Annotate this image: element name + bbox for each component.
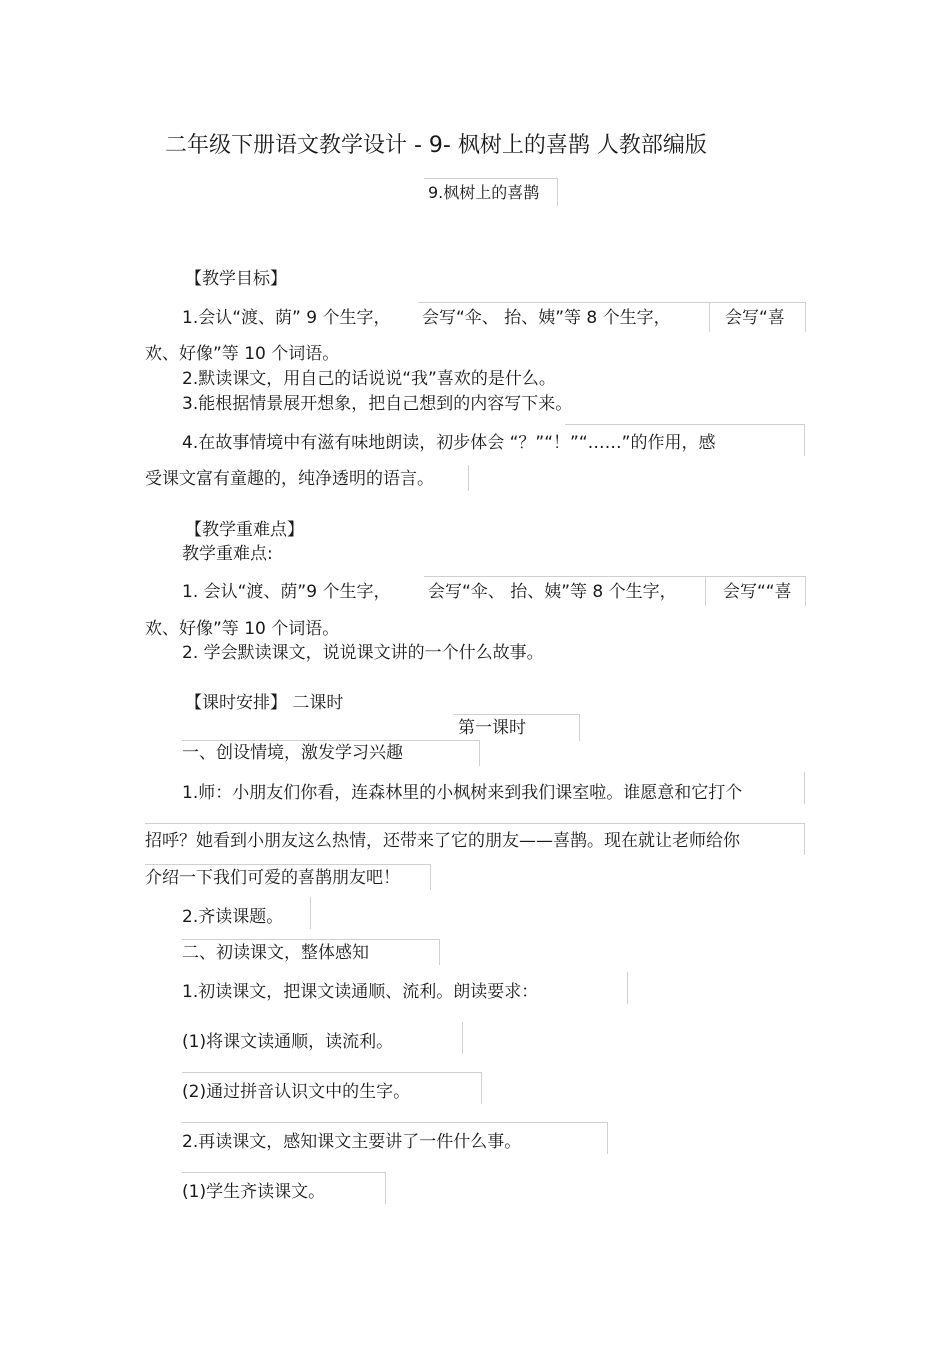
part-1-rule-top bbox=[182, 740, 480, 741]
p1-rule-b bbox=[804, 823, 805, 855]
part-1-item-2: 2.齐读课题。 bbox=[182, 907, 284, 927]
key-2: 2. 学会默读课文，说说课文讲的一个什么故事。 bbox=[182, 643, 544, 663]
key-1-part-d: 欢、好像”等 10 个词语。 bbox=[145, 619, 340, 639]
goal-4-part-a: 4.在故事情境中有滋有味地朗读，初步体会 “？”“！”“……”的作用，感 bbox=[182, 433, 716, 453]
part-2-item-1-sub-2: (2)通过拼音认识文中的生字。 bbox=[182, 1082, 411, 1102]
p2-rule bbox=[310, 897, 311, 929]
goal-4-rule-top bbox=[565, 424, 805, 425]
part-1-item-1-line-c: 介绍一下我们可爱的喜鹊朋友吧！ bbox=[145, 868, 400, 888]
part-2-heading: 二、初读课文，整体感知 bbox=[182, 943, 369, 963]
key-1-part-c: 会写““喜 bbox=[723, 582, 792, 602]
part-1-item-1-line-b: 招呼？她看到小朋友这么热情，还带来了它的朋友——喜鹊。现在就让老师给你 bbox=[145, 831, 740, 851]
goal-1-part-a: 1.会认“渡、荫” 9 个生字， bbox=[182, 308, 391, 328]
part-1-rule bbox=[479, 740, 480, 766]
lesson-subtitle: 9.枫树上的喜鹊 bbox=[428, 183, 540, 202]
part-2-item-2: 2.再读课文，感知课文主要讲了一件什么事。 bbox=[182, 1132, 522, 1152]
goal-1-part-d: 欢、好像”等 10 个词语。 bbox=[145, 344, 340, 364]
part-1-item-1-line-a: 1.师：小朋友们你看，连森林里的小枫树来到我们课室啦。谁愿意和它打个 bbox=[182, 783, 743, 803]
goal-4b-rule bbox=[468, 465, 469, 491]
part-2-item-1: 1.初读课文，把课文读通顺、流利。朗读要求： bbox=[182, 982, 539, 1002]
p1-rule-b-top bbox=[145, 823, 805, 824]
p1-rule-c-top bbox=[145, 864, 431, 865]
key-points-header: 【教学重难点】 bbox=[185, 520, 304, 540]
document-title: 二年级下册语文教学设计 - 9- 枫树上的喜鹊 人教部编版 bbox=[165, 133, 707, 158]
goal-3: 3.能根据情景展开想象，把自己想到的内容写下来。 bbox=[182, 394, 573, 414]
key-1-part-b: 会写“伞、 抬、姨”等 8 个生字， bbox=[428, 582, 677, 602]
p1-rule-c bbox=[430, 864, 431, 890]
part-2-rule-top bbox=[182, 939, 440, 940]
p1-rule-a bbox=[804, 772, 805, 804]
goal-2: 2.默读课文，用自己的话说说“我”喜欢的是什么。 bbox=[182, 369, 556, 389]
key-1-part-a: 1. 会认“渡、荫”9 个生字， bbox=[182, 582, 391, 602]
goal-1-part-c: 会写“喜 bbox=[725, 308, 785, 328]
key-points-label: 教学重难点: bbox=[182, 544, 273, 564]
part-2-item-1-sub-1: (1)将课文读通顺，读流利。 bbox=[182, 1032, 394, 1052]
r1-1-rule bbox=[462, 1022, 463, 1054]
part-2-rule bbox=[439, 939, 440, 965]
part-1-heading: 一、创设情境，激发学习兴趣 bbox=[182, 743, 403, 763]
lesson-1-label: 第一课时 bbox=[458, 718, 526, 738]
goal-4-rule bbox=[804, 424, 805, 456]
goal-4-part-b: 受课文富有童趣的，纯净透明的语言。 bbox=[145, 469, 434, 489]
r1-rule bbox=[627, 972, 628, 1004]
goals-header: 【教学目标】 bbox=[185, 269, 287, 289]
schedule-header: 【课时安排】 二课时 bbox=[185, 693, 344, 713]
goal-1-part-b: 会写“伞、 抬、姨”等 8 个生字， bbox=[422, 308, 671, 328]
part-2-item-2-sub-1: (1)学生齐读课文。 bbox=[182, 1182, 326, 1202]
